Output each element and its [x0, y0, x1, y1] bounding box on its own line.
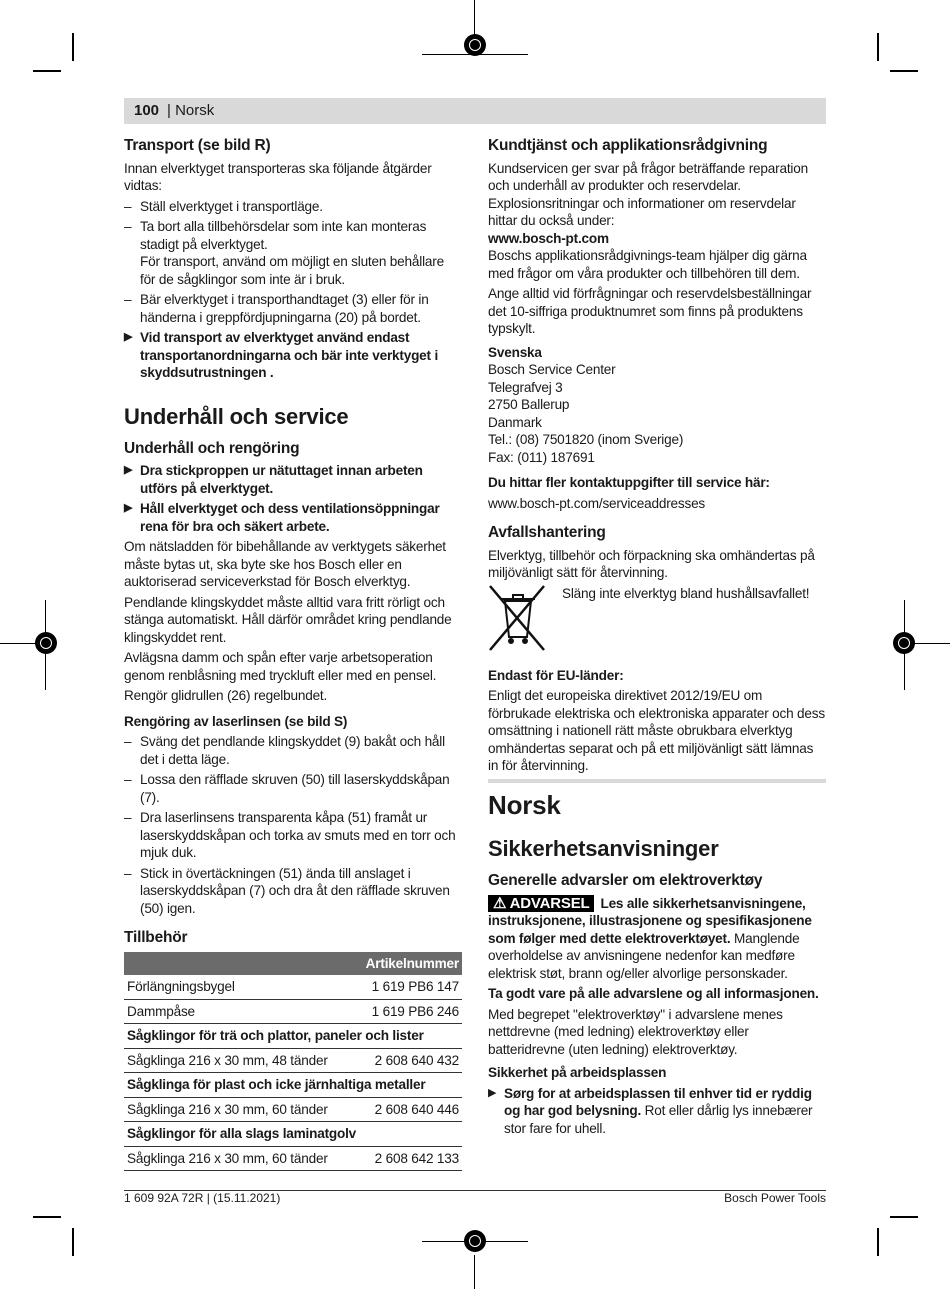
warning-triangle-icon: ⚠: [493, 894, 507, 912]
service-heading: Underhåll och service: [124, 403, 349, 429]
table-row: Sågklinga 216 x 30 mm, 48 tänder 2 608 640 432: [124, 1048, 462, 1073]
warning-item: ▶ Sørg for at arbeidsplassen til enhver tid er ryddig og har god belysning. Rot eller dårlig lys innebærer stor fare for uhell.: [488, 1085, 813, 1136]
list-item: – Stick in övertäckningen (51) ända till anslaget i laserskyddskåpan (7) och dra åt den räfflade skruven (50) igen.: [124, 865, 462, 918]
list-item: – Bär elverktyget i transporthandtaget (3) eller för in händerna i greppfördjupningarna (20) på bordet.: [124, 291, 462, 326]
more-contacts-text: Du hittar fler kontaktuppgifter till service här:: [488, 475, 770, 490]
table-row: Sågklinga 216 x 30 mm, 60 tänder 2 608 642 133: [124, 1146, 462, 1171]
country-heading: Svenska: [488, 344, 542, 360]
address-line: 2750 Ballerup: [488, 397, 570, 412]
accessories-heading: Tillbehör: [124, 929, 188, 946]
disposal-block: [488, 585, 826, 657]
warning-item: ▶ Dra stickproppen ur nätuttaget innan arbeten utförs på elverktyget.: [124, 463, 423, 496]
crop-mark: [877, 1228, 879, 1256]
paragraph: Boschs applikationsrådgivnings-team hjälper dig gärna med frågor om våra produkter och tillbehören till dem.: [488, 248, 807, 281]
warning-paragraph: ⚠ ADVARSEL Les alle sikkerhetsanvisningene, instruksjonene, illustrasjonene og spesifikasjonene som følger med dette elektroverktøyet. Manglende overholdelse av anvisningene nedenfor kan medføre elektrisk støt, brann og/eller alvorlige personskader.: [488, 894, 812, 981]
transport-intro: Innan elverktyget transporteras ska följande åtgärder vidtas:: [124, 160, 432, 193]
registration-line: [0, 643, 36, 644]
crop-mark: [890, 1216, 918, 1218]
warning-badge: ⚠ ADVARSEL: [488, 895, 594, 913]
footer-doc-number: 1 609 92A 72R | (15.11.2021): [124, 1191, 281, 1205]
paragraph: Med begrepet "elektroverktøy" i advarslene menes nettdrevne (med ledning) elektroverktøy eller batteridrevne (uten ledning) elektroverktøy.: [488, 1006, 783, 1057]
table-row: Dammpåse 1 619 PB6 246: [124, 999, 462, 1024]
table-group-row: Sågklingor för alla slags laminatgolv: [124, 1122, 462, 1147]
address-line: Danmark: [488, 414, 542, 430]
address-line: Tel.: (08) 7501820 (inom Sverige): [488, 432, 684, 447]
registration-dot: [464, 34, 486, 56]
crop-mark: [33, 70, 61, 72]
bin-warning-text: Släng inte elverktyg bland hushållsavfallet!: [562, 585, 810, 601]
table-row: Förlängningsbygel 1 619 PB6 147: [124, 975, 462, 999]
paragraph: Ange alltid vid förfrågningar och reservdelsbeställningar det 10-siffriga produktnumret som finns på produktens typskylt.: [488, 286, 812, 336]
norsk-heading: Norsk: [488, 790, 561, 820]
registration-line: [914, 643, 950, 644]
paragraph: Pendlande klingskyddet måste alltid vara fritt rörligt och stänga automatiskt. Håll därför området kring pendlande klingskyddet rent.: [124, 594, 452, 645]
service-url: www.bosch-pt.com: [488, 230, 609, 246]
paragraph: Enligt det europeiska direktivet 2012/19/EU om förbrukade elektriska och elektroniska apparater och dess omsättning i nationell rätt måste obrukbara elverktyg omhändertas separat och på ett miljövänligt sätt lämnas in för återvinning.: [488, 688, 825, 773]
crossed-bin-icon: [487, 583, 547, 655]
crop-mark: [72, 1228, 74, 1256]
triangle-icon: ▶: [124, 502, 133, 514]
paragraph: Rengör glidrullen (26) regelbundet.: [124, 688, 328, 703]
customer-heading: Kundtjänst och applikationsrådgivning: [488, 137, 768, 154]
warning-item: ▶ Vid transport av elverktyget använd endast transportanordningarna och bär inte verktyget i skyddsutrustningen .: [124, 330, 439, 380]
general-warnings-heading: Generelle advarsler om elektroverktøy: [488, 872, 763, 889]
table-row: Sågklinga 216 x 30 mm, 60 tänder 2 608 640 446: [124, 1097, 462, 1122]
list-item: – Ta bort alla tillbehörsdelar som inte kan monteras stadigt på elverktyget. För transport, använd om möjligt en sluten behållare för de sågklingor som inte är i bruk.: [124, 218, 462, 288]
cleaning-heading: Underhåll och rengöring: [124, 439, 300, 457]
paragraph: Om nätsladden för bibehållande av verktygets säkerhet måste bytas ut, ska byte ske hos Bosch eller en auktoriserad serviceverkstad för Bosch elverktyg.: [124, 539, 446, 589]
accessories-table: [124, 952, 462, 1172]
crop-mark: [72, 33, 74, 61]
registration-line: [474, 0, 475, 36]
workplace-heading: Sikkerhet på arbeidsplassen: [488, 1065, 667, 1080]
section-divider: [488, 779, 826, 783]
norsk-section: [488, 790, 826, 1140]
table-header-row: [124, 952, 462, 976]
crop-mark: [890, 70, 918, 72]
page-language: | Norsk: [167, 102, 215, 119]
list-item: – Sväng det pendlande klingskyddet (9) bakåt och håll det i detta läge.: [124, 733, 462, 768]
table-group-row: Sågklingor för trä och plattor, paneler och lister: [124, 1024, 462, 1049]
triangle-icon: ▶: [488, 1086, 497, 1099]
address-line: Bosch Service Center: [488, 362, 616, 377]
registration-dot: [464, 1230, 486, 1252]
address-line: Fax: (011) 187691: [488, 449, 595, 465]
column-header: Artikelnummer: [352, 952, 462, 976]
disposal-heading: Avfallshantering: [488, 524, 606, 541]
list-item: – Dra laserlinsens transparenta kåpa (51) framåt ur laserskyddskåpan och torka av smuts med en torr och mjuk duk.: [124, 809, 462, 862]
service-addresses-url: www.bosch-pt.com/serviceaddresses: [488, 495, 706, 511]
list-item: – Ställ elverktyget i transportläge.: [124, 198, 462, 216]
crop-mark: [877, 33, 879, 61]
registration-line: [474, 1255, 475, 1289]
laser-heading: Rengöring av laserlinsen (se bild S): [124, 713, 348, 729]
keep-warnings-text: Ta godt vare på alle advarslene og all informasjonen.: [488, 986, 819, 1001]
warning-item: ▶ Håll elverktyget och dess ventilationsöppningar rena för bra och säkert arbete.: [124, 501, 440, 534]
transport-heading: Transport (se bild R): [124, 137, 271, 154]
crop-mark: [33, 1216, 61, 1218]
page-header: [124, 98, 826, 124]
registration-dot: [35, 632, 57, 654]
footer-brand: Bosch Power Tools: [724, 1191, 826, 1205]
table-group-row: Sågklinga för plast och icke järnhaltiga metaller: [124, 1073, 462, 1098]
address-line: Telegrafvej 3: [488, 379, 563, 395]
registration-dot: [893, 632, 915, 654]
left-column: [124, 137, 462, 1171]
triangle-icon: ▶: [124, 331, 133, 343]
triangle-icon: ▶: [124, 464, 133, 476]
safety-heading: Sikkerhetsanvisninger: [488, 836, 719, 861]
list-item: – Lossa den räfflade skruven (50) till laserskyddskåpan (7).: [124, 771, 462, 806]
paragraph: Elverktyg, tillbehör och förpackning ska omhändertas på miljövänligt sätt för återvinning.: [488, 547, 815, 580]
paragraph: Kundservicen ger svar på frågor beträffande reparation och underhåll av produkter och reservdelar. Explosionsritningar och informationer om reservdelar hittar du också under:: [488, 160, 808, 228]
right-column: [488, 137, 826, 778]
eu-heading: Endast för EU-länder:: [488, 667, 624, 683]
paragraph: Avlägsna damm och spån efter varje arbetsoperation genom renblåsning med tryckluft eller med en pensel.: [124, 650, 437, 683]
page-number: 100: [134, 102, 160, 119]
